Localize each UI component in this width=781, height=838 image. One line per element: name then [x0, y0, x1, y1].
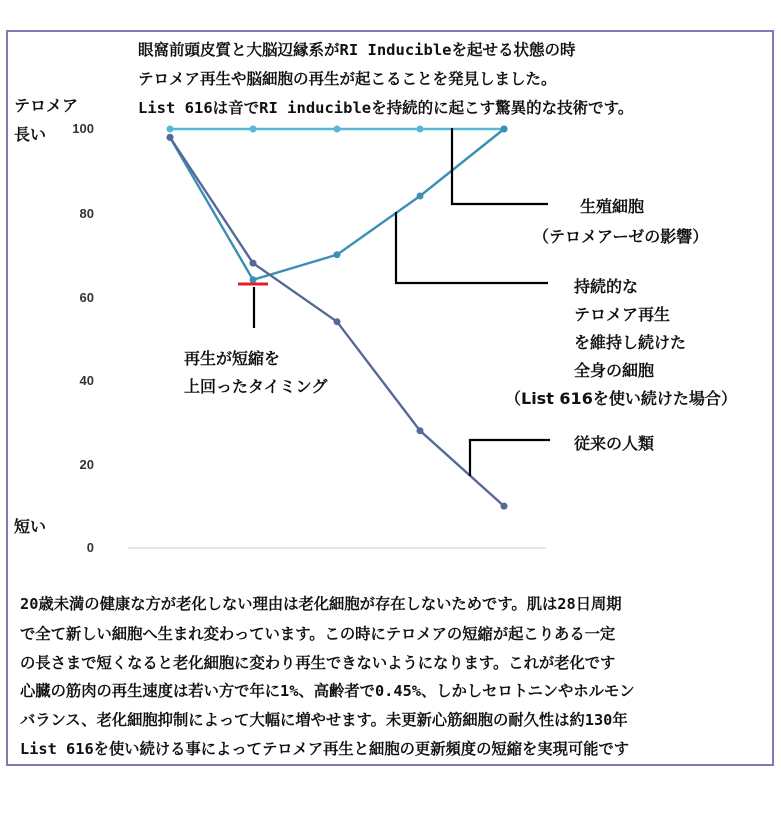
y-tick-20: 20 [79, 457, 94, 472]
germ-leader-line [452, 128, 548, 204]
y-axis-bottom-label: 短い [14, 517, 47, 536]
body-line-3: の長さまで短くなると老化細胞に変わり再生できないようになります。これが老化です [20, 654, 616, 672]
timing-label-1: 再生が短縮を [184, 349, 281, 368]
body-line-4: 心臓の筋肉の再生速度は若い方で年に1%、高齢者で0.45%、しかしセロトニンやホルモン [20, 682, 635, 700]
body-line-1: 20歳未満の健康な方が老化しない理由は老化細胞が存在しないためです。肌は28日周期 [20, 595, 622, 613]
data-point-conventional-human-4 [417, 427, 424, 434]
y-axis-top-label: 長い [14, 125, 47, 144]
y-tick-100: 100 [72, 121, 94, 136]
data-point-sustained-regeneration-5 [501, 126, 508, 133]
y-tick-60: 60 [79, 290, 94, 305]
header-line-3: List 616は音でRI inducibleを持続的に起こす驚異的な技術です。 [138, 99, 634, 117]
sustained-label-1: 持続的な [574, 277, 639, 296]
conventional-label: 従来の人類 [574, 434, 655, 453]
header-line-2: テロメア再生や脳細胞の再生が起こることを発見しました。 [138, 70, 557, 88]
sustained-label-3: を維持し続けた [574, 333, 687, 352]
data-point-sustained-regeneration-3 [334, 251, 341, 258]
y-tick-40: 40 [79, 373, 94, 388]
data-point-germ-cell-3 [334, 126, 341, 133]
data-point-conventional-human-1 [167, 134, 174, 141]
data-point-sustained-regeneration-2 [250, 276, 257, 283]
sustained-leader-line [396, 212, 548, 283]
body-line-6: List 616を使い続ける事によってテロメア再生と細胞の更新頻度の短縮を実現可能です [20, 740, 630, 758]
data-point-conventional-human-5 [501, 503, 508, 510]
y-tick-0: 0 [86, 540, 94, 555]
conventional-leader-line [470, 440, 550, 476]
y-tick-80: 80 [79, 206, 94, 221]
y-axis-title: テロメア [14, 96, 79, 115]
data-point-sustained-regeneration-4 [417, 193, 424, 200]
germ-cell-label: 生殖細胞 [580, 197, 645, 216]
timing-label-2: 上回ったタイミング [184, 377, 328, 396]
germ-cell-sublabel: （テロメアーゼの影響） [533, 227, 709, 246]
data-point-germ-cell-2 [250, 126, 257, 133]
data-point-germ-cell-1 [167, 126, 174, 133]
body-line-5: バランス、老化細胞抑制によって大幅に増やせます。未更新心筋細胞の耐久性は約130年 [20, 711, 628, 729]
header-line-1: 眼窩前頭皮質と大脳辺縁系がRI Inducibleを起せる状態の時 [138, 41, 576, 59]
sustained-label-5: （List 616を使い続けた場合） [505, 389, 737, 408]
sustained-label-4: 全身の細胞 [574, 361, 655, 380]
data-point-conventional-human-3 [334, 318, 341, 325]
body-line-2: で全て新しい細胞へ生まれ変わっています。この時にテロメアの短縮が起こりある一定 [20, 625, 616, 643]
sustained-label-2: テロメア再生 [574, 305, 671, 324]
data-point-germ-cell-4 [417, 126, 424, 133]
data-point-conventional-human-2 [250, 260, 257, 267]
